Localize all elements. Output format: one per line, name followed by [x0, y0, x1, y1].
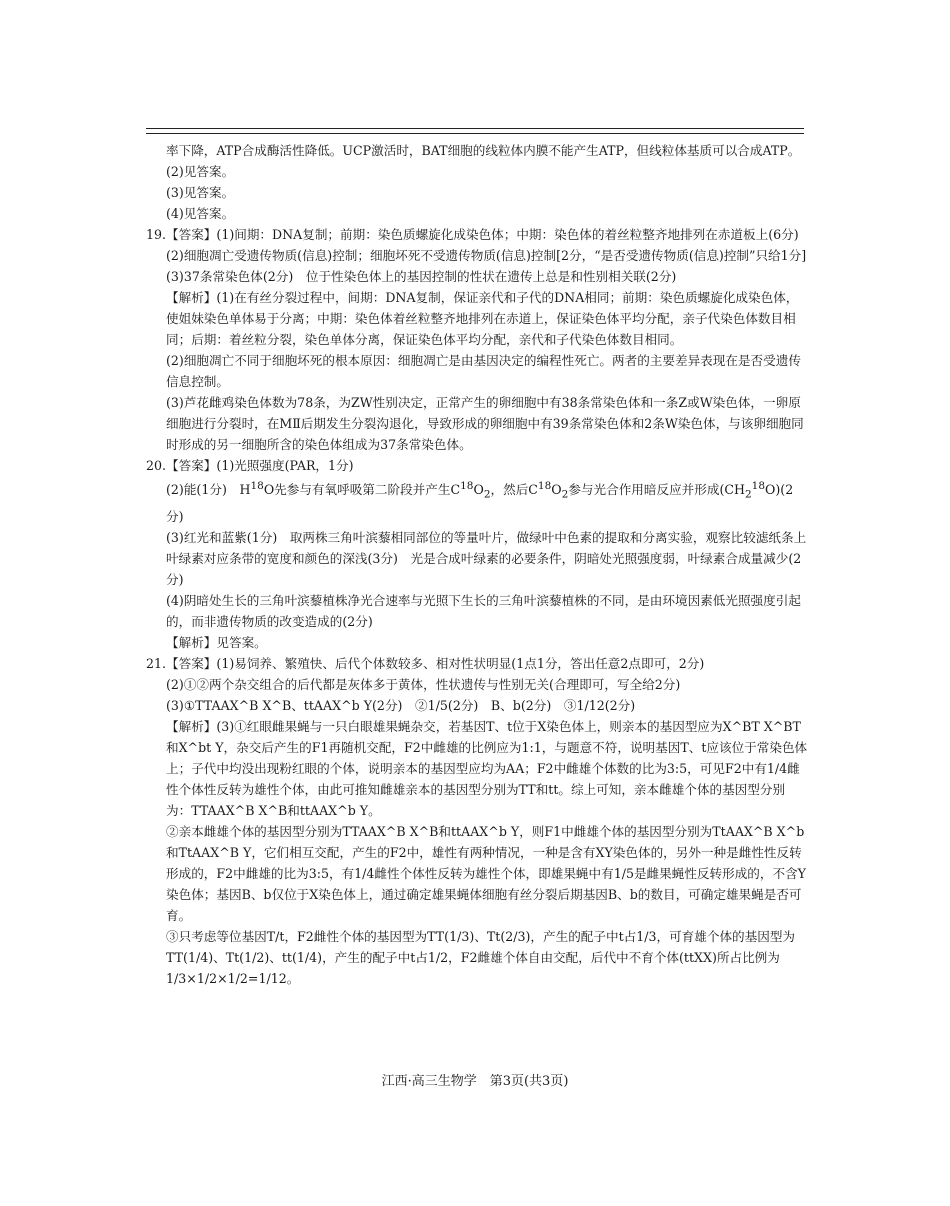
page-content — [146, 140, 810, 989]
q19-analysis3: (3)芦花雌鸡染色体数为78条，为ZW性别决定，正常产生的卵细胞中有38条常染色体和一条Z或W染色体，一卵原细胞进行分裂时，在MⅡ后期发生分裂沟退化，导致形成的卵细胞中有39条常染色体和2条W染色体，与该卵细胞同时形成的另一细胞所含的染色体组成为37条常染色体。 — [166, 395, 804, 452]
q20-analysis: 【解析】见答案。 — [166, 634, 267, 650]
q19-analysis2: (2)细胞凋亡不同于细胞坏死的根本原因：细胞凋亡是由基因决定的编程性死亡。两者的主要差异表现在是否受遗传信息控制。 — [166, 353, 801, 389]
q21-answer: 21.【答案】(1)易饲养、繁殖快、后代个体数较多、相对性状明显(1点1分，答出任意2点即可，2分) — [146, 655, 705, 671]
q18-part3: (3)见答案。 — [166, 185, 235, 200]
q21-analysis2: ②亲本雌雄个体的基因型分别为TTAAX^B X^B和ttAAX^b Y，则F1中雌雄个体的基因型分别为TtAAX^B X^b和TtAAX^B Y，它们相互交配，产生的F2中，雄性有两种情况，一种是含有XY染色体的，另外一种是雌性性反转形成的，F2中雌雄的比为3:5，有1/4雌性个体性反转为雄性个体，即雄果蝇中有1/5是雌果蝇性反转形成的，不含Y染色体；基因B、b仅位于X染色体上，通过确定雄果蝇体细胞有丝分裂后期基因B、b的数目，可确定雄果蝇是否可育。 — [166, 823, 806, 923]
q18-part2: (2)见答案。 — [166, 164, 235, 179]
q21-analysis3: ③只考虑等位基因T/t，F2雌性个体的基因型为TT(1/3)、Tt(2/3)，产生的配子中t占1/3，可育雄个体的基因型为TT(1/4)、Tt(1/2)、tt(1/4)，产生的配子中t占1/2，F2雌雄个体自由交配，后代中不育个体(ttXX)所占比例为1/3×1/2×1/2=1/12。 — [166, 928, 796, 986]
page-footer: 江西·高三生物学 第3页(共3页) — [381, 1074, 569, 1089]
q19-part3: (3)37条常染色体(2分) 位于性染色体上的基因控制的性状在遗传上总是和性别相关联(2分) — [166, 269, 677, 284]
q20-part2: (2)能(1分) $H^{18}O$先参与有氧呼吸第二阶段并产生$C^{18}O_2$，然后$C^{18}O_2$参与光合作用暗反应并形成$(CH_2^{18}O)(2$分) — [166, 480, 794, 524]
q18-continuation-line: 率下降，ATP合成酶活性降低。UCP激活时，BAT细胞的线粒体内膜不能产生ATP，但线粒体基质可以合成ATP。 — [166, 143, 801, 158]
header-rule-thin — [146, 133, 804, 134]
q20-answer: 20.【答案】(1)光照强度(PAR，1分) — [146, 458, 354, 473]
q18-part4: (4)见答案。 — [166, 206, 235, 221]
q21-part3: (3)①TTAAX^B X^B、ttAAX^b Y(2分) ②1/5(2分) B、b(2分) ③1/12(2分) — [166, 697, 636, 713]
q20-part3: (3)红光和蓝紫(1分) 取两株三角叶滨藜相同部位的等量叶片，做绿叶中色素的提取和分离实验，观察比较滤纸条上叶绿素对应条带的宽度和颜色的深浅(3分) 光是合成叶绿素的必要条件，阴暗处光照强度弱，叶绿素合成量减少(2分) — [166, 529, 807, 587]
q20-part4: (4)阴暗处生长的三角叶滨藜植株净光合速率与光照下生长的三角叶滨藜植株的不同，是由环境因素低光照强度引起的，而非遗传物质的改变造成的(2分) — [166, 592, 801, 629]
header-rule-thick — [146, 128, 804, 129]
q19-analysis1: 【解析】(1)在有丝分裂过程中，间期：DNA复制，保证亲代和子代的DNA相同；前期：染色质螺旋化成染色体，使姐妹染色单体易于分离；中期：染色体着丝粒整齐地排列在赤道上，保证染色体平均分配，亲子代染色体数目相同；后期：着丝粒分裂，染色单体分离，保证染色体平均分配，亲代和子代染色体数目相同。 — [166, 290, 799, 347]
q21-analysis1: 【解析】(3)①红眼雌果蝇与一只白眼雄果蝇杂交，若基因T、t位于X染色体上，则亲本的基因型应为X^BT X^BT和X^bt Y，杂交后产生的F1再随机交配，F2中雌雄的比例应为1:1，与题意不符，说明基因T、t应该位于常染色体上；子代中均没出现粉红眼的个体，说明亲本的基因型应均为AA；F2中雌雄个体数的比为3:5，可见F2中有1/4雌性个体性反转为雄性个体，由此可推知雌雄亲本的基因型分别为TT和tt。综上可知，亲本雌雄个体的基因型分别为：TTAAX^B X^B和ttAAX^b Y。 — [166, 718, 808, 818]
q19-part2: (2)细胞凋亡受遗传物质(信息)控制；细胞坏死不受遗传物质(信息)控制[2分，“是否受遗传物质(信息)控制”只给1分] — [166, 248, 807, 263]
q19-answer: 19.【答案】(1)间期：DNA复制；前期：染色质螺旋化成染色体；中期：染色体的着丝粒整齐地排列在赤道板上(6分) — [146, 227, 799, 242]
q21-part2: (2)①②两个杂交组合的后代都是灰体多于黄体，性状遗传与性别无关(合理即可，写全给2分) — [166, 676, 681, 692]
